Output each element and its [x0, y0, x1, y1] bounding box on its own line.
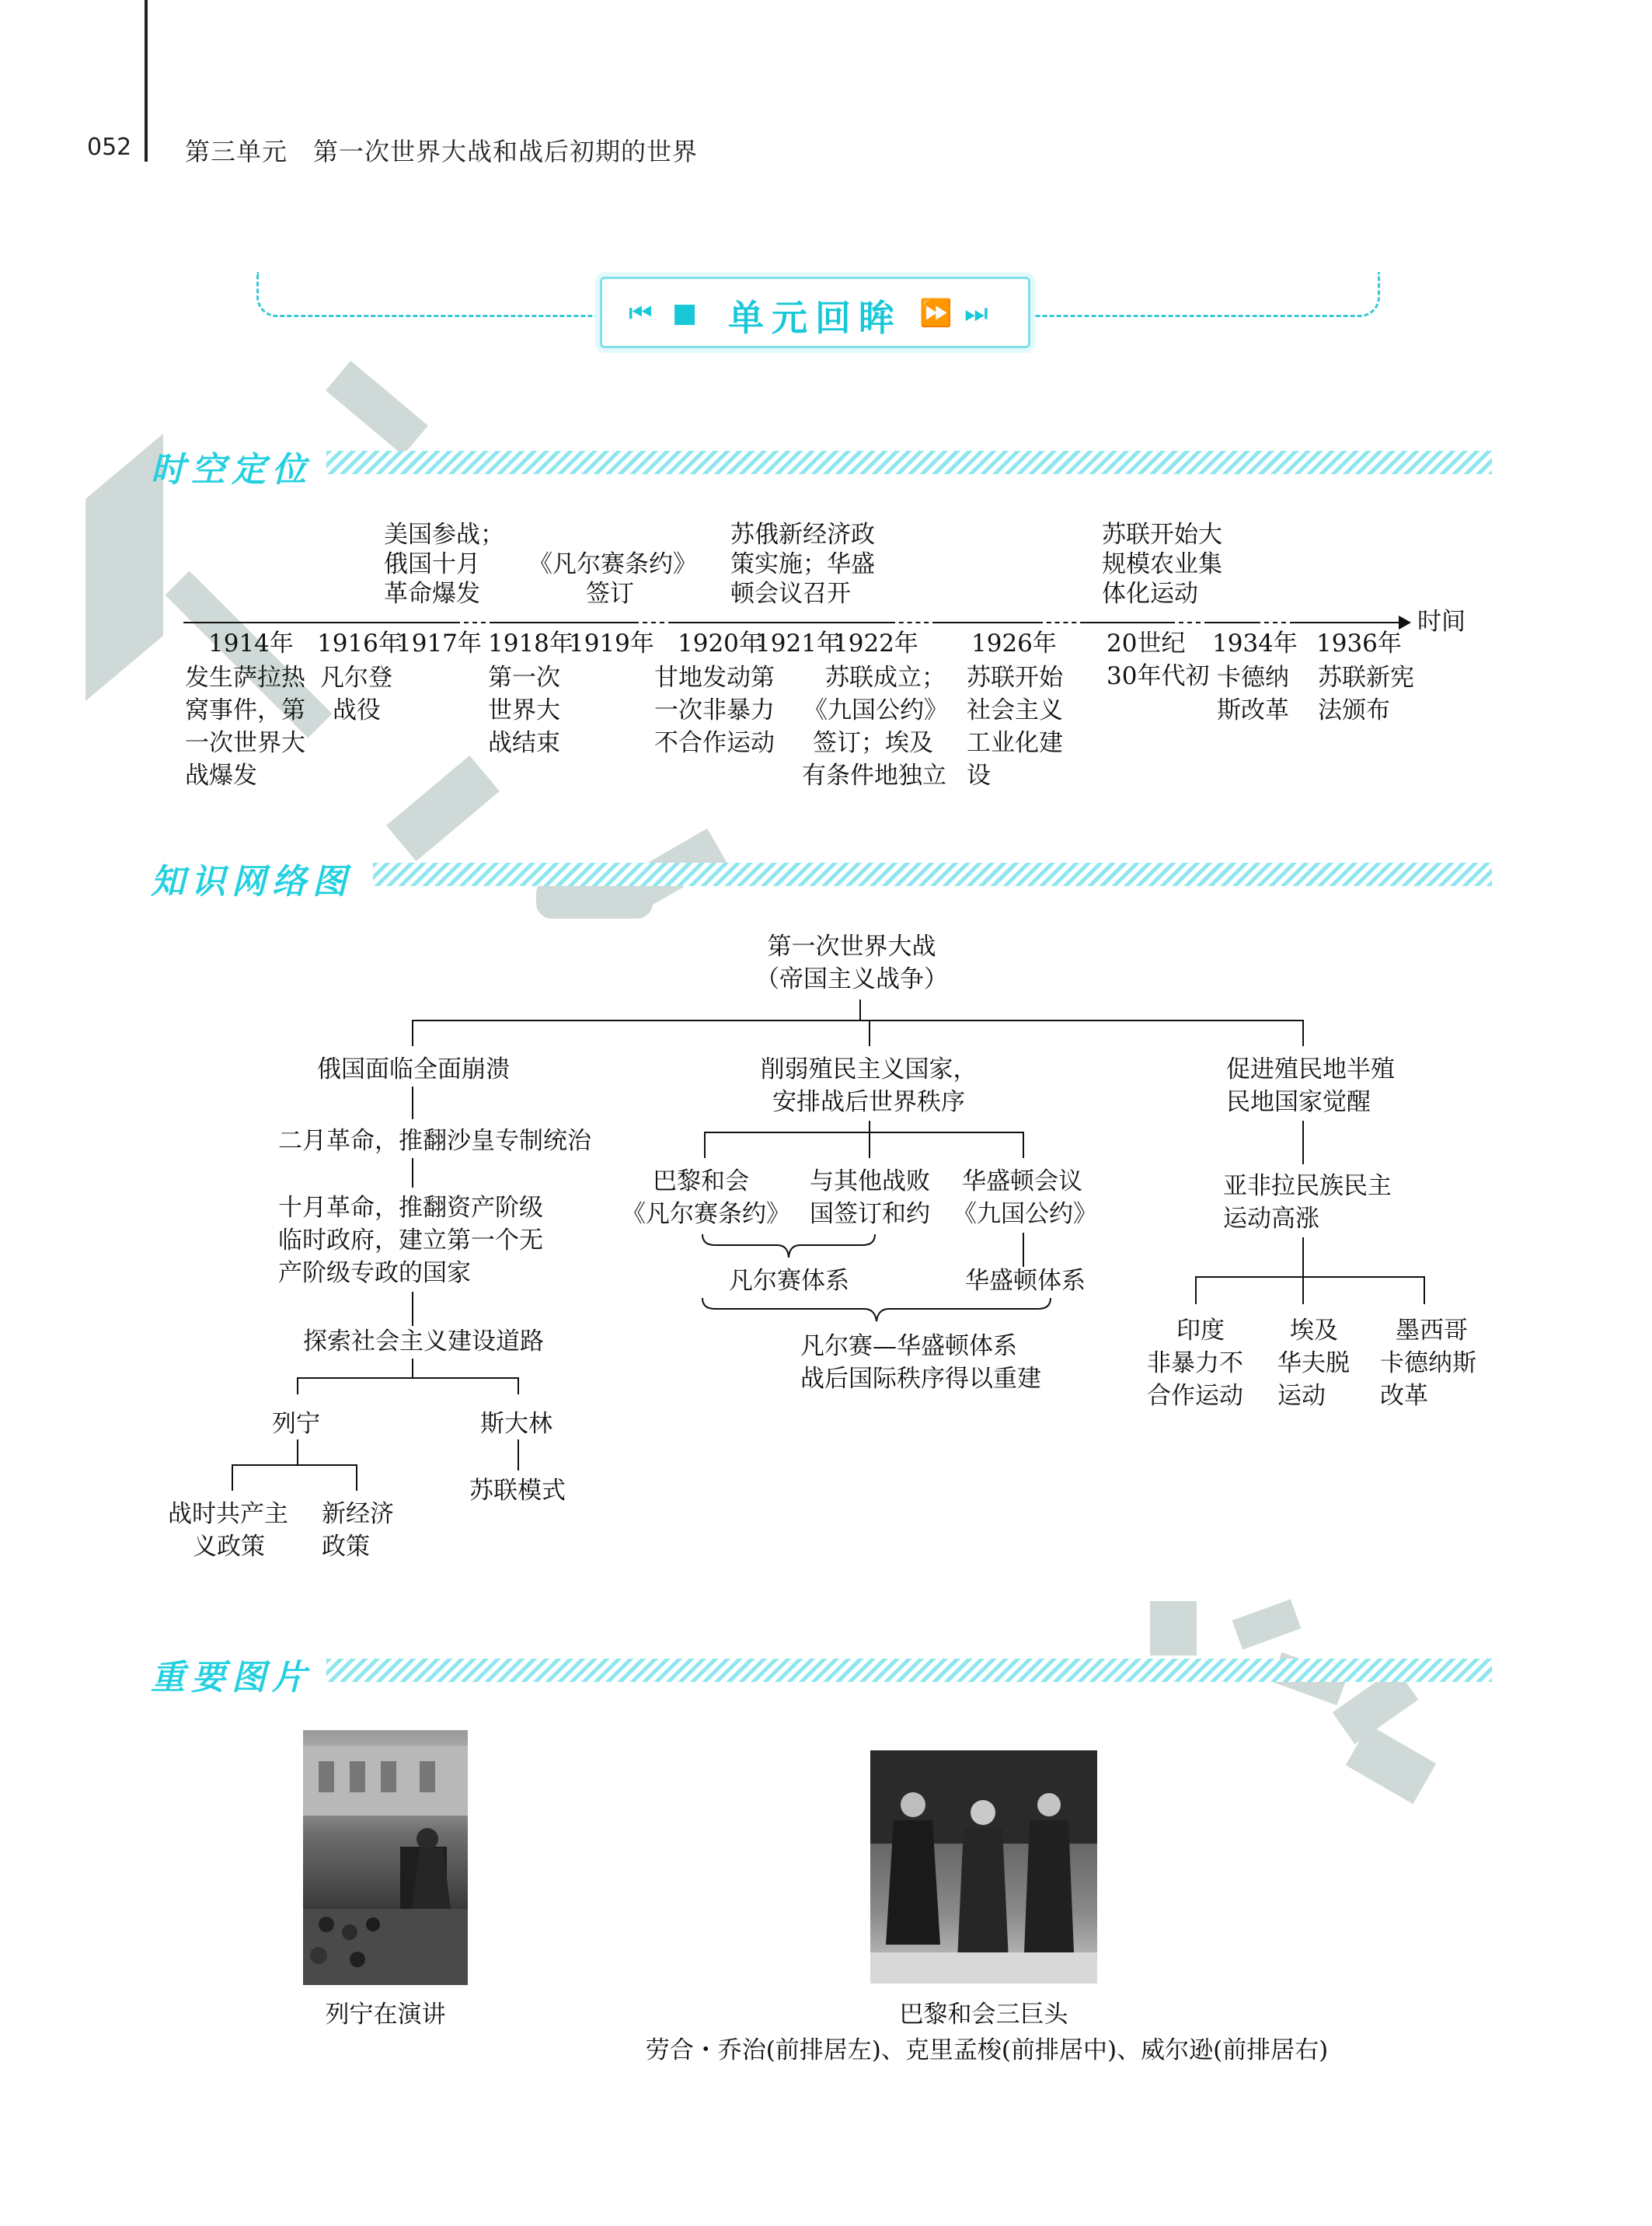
event-line: 一次非暴力	[654, 696, 775, 724]
event-line: 签订	[586, 580, 634, 608]
node-february-revolution: 二月革命，推翻沙皇专制统治	[278, 1127, 591, 1155]
section-title-network: 知识网络图	[151, 862, 353, 902]
timeline-axis-segment	[1295, 622, 1403, 623]
decor-shape-4	[386, 755, 500, 861]
node-line: 埃及	[1290, 1317, 1338, 1345]
event-line: 俄国十月	[384, 550, 480, 578]
timeline-axis-gap	[1038, 622, 1085, 623]
connector	[704, 1132, 706, 1158]
node-line: 义政策	[193, 1533, 265, 1561]
node-line: 战时共产主	[168, 1500, 288, 1528]
connector	[232, 1464, 357, 1466]
event-line: 一次世界大	[185, 729, 305, 757]
connector	[1195, 1276, 1197, 1304]
connector	[1302, 1237, 1304, 1278]
event-line: 战役	[333, 696, 381, 724]
node-line: 改革	[1380, 1382, 1428, 1410]
skip-forward-icon: ⏭	[964, 298, 988, 329]
event-line: 社会主义	[967, 696, 1063, 724]
connector	[518, 1439, 519, 1471]
year-label: 1926年	[971, 630, 1057, 658]
event-line: 苏联开始	[967, 664, 1063, 692]
year-label: 1922年	[833, 630, 918, 658]
year-label: 1920年	[678, 630, 763, 658]
node-soviet-model: 苏联模式	[469, 1477, 566, 1505]
square-icon: ■	[672, 298, 698, 329]
timeline-axis-gap	[455, 622, 494, 623]
event-line: 签订；埃及	[813, 729, 933, 757]
event-line: 工业化建	[967, 729, 1063, 757]
lenin-figure-illustration	[303, 1730, 468, 1985]
node-line: 巴黎和会	[653, 1167, 749, 1195]
event-line: 规模农业集	[1102, 550, 1222, 578]
brace-icon	[699, 1233, 878, 1261]
event-line: 设	[967, 762, 991, 790]
event-line: 甘地发动第	[654, 664, 775, 692]
decor-shape-3	[326, 361, 428, 455]
connector	[1023, 1132, 1024, 1158]
node-washington-system: 华盛顿体系	[965, 1267, 1086, 1295]
event-line: 苏俄新经济政	[730, 521, 875, 549]
node-line: 运动	[1277, 1382, 1326, 1410]
connector	[704, 1132, 1024, 1133]
brace-icon	[699, 1296, 1057, 1324]
timeline-axis-gap	[890, 622, 937, 623]
unit-title: 第三单元 第一次世界大战和战后初期的世界	[185, 137, 699, 166]
timeline-axis-segment	[937, 622, 1038, 623]
year-label: 1917年	[396, 630, 482, 658]
connector	[869, 1132, 870, 1158]
node-line: 墨西哥	[1396, 1317, 1468, 1345]
decor-shape-8	[1232, 1600, 1302, 1650]
node-line: 临时政府，建立第一个无	[278, 1226, 543, 1254]
event-line: 窝事件，第	[185, 696, 305, 724]
connector	[1302, 1276, 1304, 1304]
timeline-axis-gap	[1170, 622, 1209, 623]
event-line: 策实施；华盛	[730, 550, 875, 578]
event-line: 《凡尔赛条约》	[528, 550, 697, 578]
connector	[412, 1020, 413, 1046]
node-line: 新经济	[322, 1500, 394, 1528]
node-line: 卡德纳斯	[1380, 1349, 1476, 1377]
rewind-icon: ⏮	[629, 298, 653, 329]
network-root-sub: （帝国主义战争）	[755, 965, 948, 993]
node-national-movements: 亚非拉民族民主	[1223, 1172, 1392, 1200]
node-line: 国签订和约	[810, 1200, 930, 1228]
node-line: 《凡尔赛条约》	[622, 1200, 790, 1228]
node-line: 产阶级专政的国家	[278, 1259, 471, 1287]
connector	[518, 1377, 519, 1394]
node-versailles-system: 凡尔赛体系	[729, 1267, 849, 1295]
event-line: 苏联成立；	[825, 664, 946, 692]
event-line: 不合作运动	[654, 729, 775, 757]
event-line: 法颁布	[1318, 696, 1390, 724]
connector	[1424, 1276, 1425, 1304]
node-weaken-colonial: 削弱殖民主义国家，	[760, 1055, 978, 1083]
big-three-caption: 巴黎和会三巨头	[899, 2001, 1068, 2029]
event-line: 第一次	[488, 664, 560, 692]
timeline-axis-segment	[1209, 622, 1256, 623]
node-line: 华盛顿会议	[962, 1167, 1082, 1195]
big-three-photo	[870, 1750, 1097, 1984]
timeline-axis-segment	[673, 622, 890, 623]
lenin-photo-caption: 列宁在演讲	[325, 2001, 446, 2029]
node-line: 十月革命，推翻资产阶级	[278, 1194, 543, 1222]
node-line: 《九国公约》	[953, 1200, 1097, 1228]
event-line: 凡尔登	[320, 664, 392, 692]
timeline-axis-gap	[634, 622, 673, 623]
event-line: 有条件地独立	[802, 762, 946, 790]
timeline-axis-segment	[1085, 622, 1170, 623]
node-line: 与其他战败	[810, 1167, 930, 1195]
node-stalin: 斯大林	[480, 1410, 552, 1438]
section-stripe	[326, 1659, 1492, 1682]
node-weaken-colonial-2: 安排战后世界秩序	[772, 1088, 965, 1116]
node-awakening: 促进殖民地半殖	[1226, 1055, 1395, 1083]
event-line: 美国参战；	[384, 521, 504, 549]
connector	[297, 1377, 298, 1394]
banner	[600, 277, 1030, 348]
connector	[869, 1020, 870, 1046]
event-line: 卡德纳	[1217, 664, 1289, 692]
page-number: 052	[87, 134, 132, 161]
connector	[859, 1000, 861, 1021]
decor-shape-7	[1150, 1601, 1197, 1656]
node-line: 政策	[322, 1533, 370, 1561]
lenin-speech-photo	[303, 1730, 468, 1985]
section-stripe	[326, 451, 1492, 474]
event-line: 顿会议召开	[730, 580, 851, 608]
node-explore-socialism: 探索社会主义建设道路	[303, 1328, 544, 1355]
connector	[232, 1464, 233, 1491]
node-vw-system: 凡尔赛—华盛顿体系	[800, 1332, 1017, 1360]
connector	[412, 1087, 413, 1119]
node-lenin: 列宁	[272, 1410, 320, 1438]
timeline-axis-segment	[494, 622, 634, 623]
year-label: 1934年	[1212, 630, 1298, 658]
connector	[1195, 1276, 1425, 1278]
forward-icon: ⏩	[919, 298, 953, 329]
event-line: 战结束	[488, 729, 560, 757]
event-line: 战爆发	[185, 762, 257, 790]
connector	[1302, 1121, 1304, 1164]
connector	[356, 1464, 357, 1491]
connector	[1023, 1233, 1024, 1267]
node-line: 印度	[1176, 1317, 1225, 1345]
year-label: 1921年	[755, 630, 841, 658]
connector	[297, 1439, 298, 1466]
big-three-figures-illustration	[870, 1750, 1097, 1984]
event-line: 体化运动	[1102, 580, 1198, 608]
section-title-images: 重要图片	[151, 1658, 312, 1697]
year-label: 30年代初	[1107, 662, 1210, 690]
node-russia-collapse: 俄国面临全面崩溃	[317, 1055, 510, 1083]
connector	[412, 1158, 413, 1188]
node-national-movements-2: 运动高涨	[1223, 1205, 1319, 1233]
section-stripe	[373, 863, 1492, 886]
event-line: 世界大	[488, 696, 560, 724]
event-line: 斯改革	[1217, 696, 1289, 724]
timeline-axis-label: 时间	[1417, 608, 1466, 636]
big-three-subcaption: 劳合・乔治(前排居左)、克里孟梭(前排居中)、威尔逊(前排居右)	[645, 2036, 1329, 2064]
section-title-timeline: 时空定位	[151, 450, 312, 490]
connector	[412, 1020, 1304, 1021]
timeline-axis-segment	[183, 622, 455, 623]
header-rule	[145, 0, 148, 162]
year-label: 1919年	[569, 630, 654, 658]
year-label: 20世纪	[1107, 630, 1186, 658]
connector	[412, 1359, 413, 1379]
year-label: 1936年	[1316, 630, 1402, 658]
year-label: 1918年	[488, 630, 573, 658]
event-line: 《九国公约》	[803, 696, 948, 724]
event-line: 苏联开始大	[1102, 521, 1222, 549]
year-label: 1914年	[208, 630, 294, 658]
event-line: 发生萨拉热	[185, 664, 305, 692]
connector	[412, 1292, 413, 1326]
node-awakening-2: 民地国家觉醒	[1226, 1088, 1371, 1116]
node-line: 非暴力不	[1147, 1349, 1243, 1377]
event-line: 革命爆发	[384, 580, 480, 608]
timeline-axis-gap	[1256, 622, 1295, 623]
connector	[297, 1377, 519, 1379]
network-root: 第一次世界大战	[767, 933, 936, 961]
node-vw-system-2: 战后国际秩序得以重建	[800, 1365, 1041, 1393]
connector	[1302, 1020, 1304, 1046]
node-line: 合作运动	[1147, 1382, 1243, 1410]
event-line: 苏联新宪	[1318, 664, 1414, 692]
year-label: 1916年	[317, 630, 403, 658]
banner-title: 单元回眸	[728, 297, 902, 339]
node-line: 华夫脱	[1277, 1349, 1350, 1377]
